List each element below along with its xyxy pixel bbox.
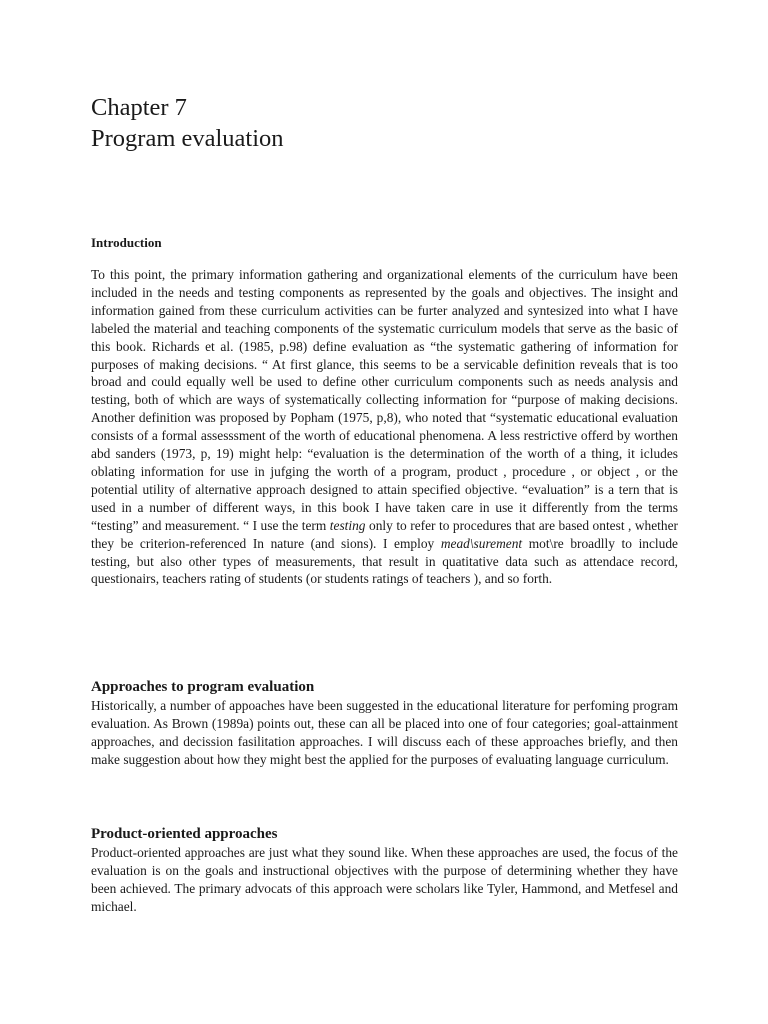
introduction-paragraph bbox=[91, 266, 678, 588]
introduction-heading: Introduction bbox=[91, 235, 162, 250]
introduction-text-part-3: mot\re broadlly to include testing, but also other types of measurements, that result in quatitative data such as attendace record, questionairs, teachers rating of students (or students ratings of teachers ), and so forth. bbox=[91, 535, 678, 587]
term-testing: testing bbox=[329, 517, 366, 533]
introduction-text-part-2: only to refer to procedures that are based ontest , whether they be criterion-referenced In nature (and sions). I employ bbox=[91, 517, 679, 551]
approaches-paragraph: Historically, a number of appoaches have been suggested in the educational literature for perfoming program evaluation. As Brown (1989a) points out, these can all be placed into one of four categories; goal-attainment approaches, and decission fasilitation approaches. I will discuss each of these approaches briefly, and then make suggestion about how they might best the applied for the purposes of evaluating language curriculum. bbox=[91, 698, 678, 767]
chapter-title: Program evaluation bbox=[91, 125, 284, 152]
term-measurement: mead\surement bbox=[440, 535, 523, 551]
document-page bbox=[91, 92, 679, 914]
product-oriented-section bbox=[91, 825, 678, 916]
introduction-text-part-1: To this point, the primary information gathering and organizational elements of the curriculum have been included in the needs and testing components as represented by the goals and objectives. The insight and information gained from these curriculum activities can be furter analyzed and syntesized into what I have labeled the material and teaching components of the systematic curriculum models that serve as the basic of this book. Richards et al. (1985, p.98) define evaluation as “the systematic gathering of information for purposes of making decisions. “ At first glance, this seems to be a servicable definition reveals that is too broad and could equally well be used to define other curriculum components such as needs analysis and testing, both of which are ways of systematically collecting information for “purpose of making decisions. Another definition was proposed by Popham (1975, p,8), who noted that “systematic educational evaluation consists of a formal assesssment of the worth of educational phenomena. A less restrictive offerd by worthen abd sanders (1973, p, 19) might help: “evaluation is the determination of the worth of a thing, it icludes oblating information for use in jufging the worth of a program, product , procedure , or object , or the potential utility of alternative approach designed to attain specified objective. “evaluation” is a tern that is used in a number of different ways, in this book I have taken care in use it differently from the terms “testing” and measurement. “ I use the term bbox=[91, 267, 678, 533]
chapter-number: Chapter 7 bbox=[91, 94, 187, 121]
chapter-heading bbox=[91, 92, 678, 154]
product-oriented-heading: Product-oriented approaches bbox=[91, 826, 278, 842]
product-oriented-paragraph: Product-oriented approaches are just what they sound like. When these approaches are used, the focus of the evaluation is on the goals and instructional objectives with the purpose of determining whether they have been achieved. The primary advocats of this approach were scholars like Tyler, Hammond, and Metfesel and michael. bbox=[91, 845, 678, 914]
approaches-section bbox=[91, 678, 678, 769]
approaches-heading: Approaches to program evaluation bbox=[91, 679, 315, 695]
